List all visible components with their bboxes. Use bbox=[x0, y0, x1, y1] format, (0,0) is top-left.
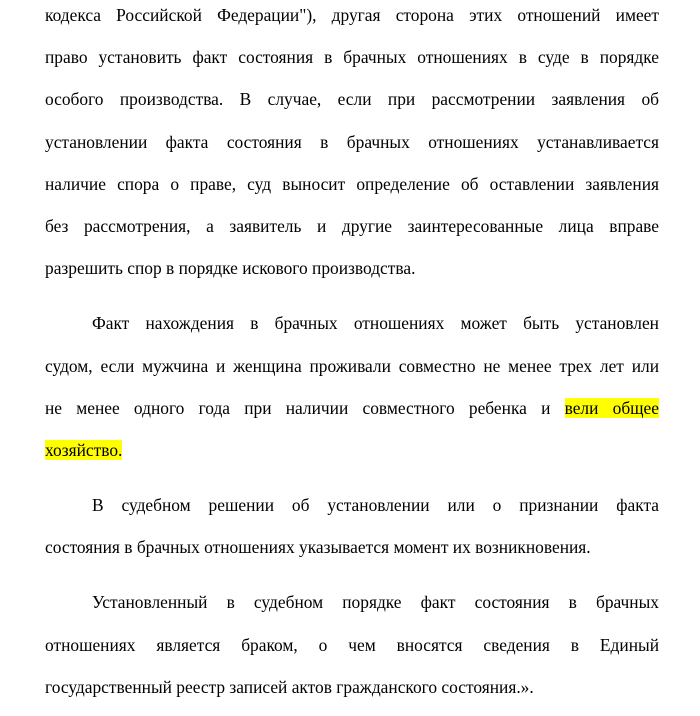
text-line: без рассмотрения, а заявитель и другие заинтересованные лица вправе bbox=[45, 215, 659, 236]
text-line bbox=[45, 387, 659, 429]
document-page bbox=[45, 0, 659, 708]
paragraph-3 bbox=[45, 484, 659, 568]
paragraph-2 bbox=[45, 302, 659, 471]
text-fragment: не менее одного года при наличии совместного ребенка и bbox=[45, 397, 565, 418]
paragraph-gap bbox=[45, 289, 659, 302]
paragraph-4 bbox=[45, 581, 659, 708]
text-line: особого производства. В случае, если при рассмотрении заявления об bbox=[45, 89, 659, 110]
paragraph-1 bbox=[45, 0, 659, 289]
text-line: право установить факт состояния в брачных отношениях в суде в порядке bbox=[45, 47, 659, 68]
text-line: В судебном решении об установлении или о признании факта bbox=[92, 495, 659, 516]
text-line: государственный реестр записей актов гражданского состояния.». bbox=[45, 676, 534, 697]
text-line bbox=[45, 429, 659, 471]
highlighted-text: вели общее bbox=[564, 397, 659, 418]
text-line: разрешить спор в порядке искового производства. bbox=[45, 258, 416, 279]
text-line: отношениях является браком, о чем вносятся сведения в Единый bbox=[45, 634, 659, 655]
text-line: наличие спора о праве, суд выносит определение об оставлении заявления bbox=[45, 173, 659, 194]
text-line: установлении факта состояния в брачных отношениях устанавливается bbox=[45, 131, 659, 152]
text-line: судом, если мужчина и женщина проживали совместно не менее трех лет или bbox=[45, 355, 659, 376]
text-line: состояния в брачных отношениях указывается момент их возникновения. bbox=[45, 537, 591, 558]
paragraph-gap bbox=[45, 568, 659, 581]
highlighted-text: хозяйство. bbox=[45, 439, 123, 460]
text-line: кодекса Российской Федерации"), другая сторона этих отношений имеет bbox=[45, 5, 659, 25]
text-line: Факт нахождения в брачных отношениях может быть установлен bbox=[92, 313, 659, 334]
text-line: Установленный в судебном порядке факт состояния в брачных bbox=[92, 592, 659, 613]
paragraph-gap bbox=[45, 471, 659, 484]
